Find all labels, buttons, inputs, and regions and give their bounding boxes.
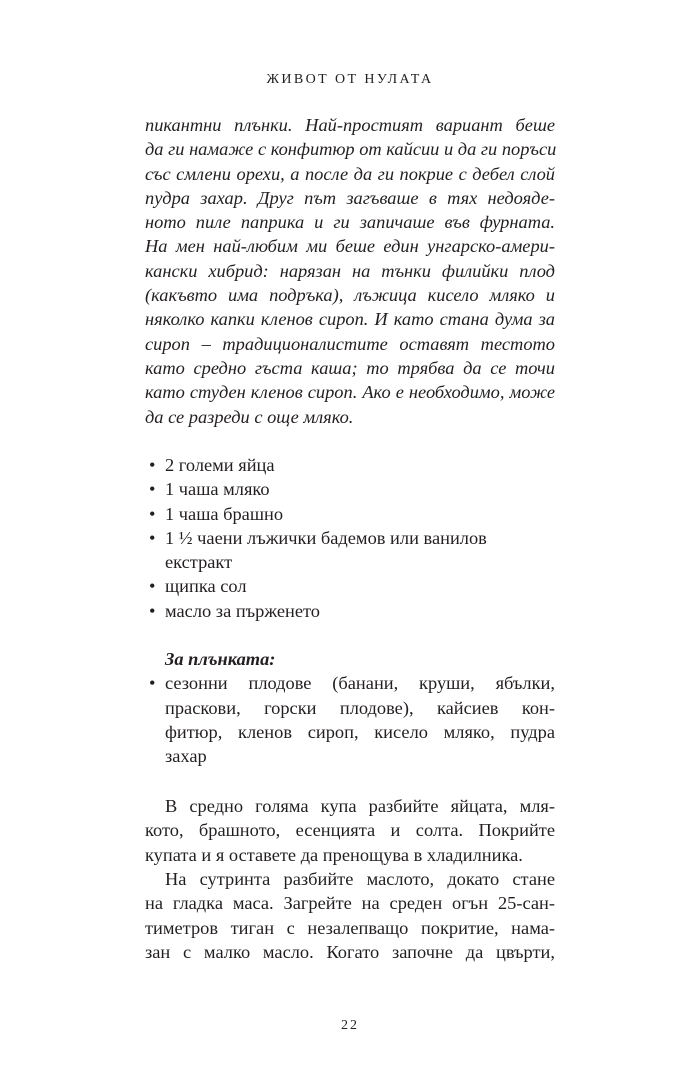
bullet-icon: • xyxy=(149,527,156,548)
text-line: сироп – традиционалистите оставят тестото xyxy=(145,333,555,354)
running-head: ЖИВОТ ОТ НУЛАТА xyxy=(266,72,434,87)
list-item: • щипка сол xyxy=(145,574,555,598)
list-item-continuation: захар xyxy=(165,746,207,767)
text-line: като студен кленов сироп. Ако е необходимо, може xyxy=(145,382,555,403)
intro-paragraph xyxy=(145,113,555,429)
bullet-icon: • xyxy=(149,600,156,621)
bullet-icon: • xyxy=(149,673,156,694)
text-line: тиметров тиган с незалепващо покритие, нама- xyxy=(145,917,555,938)
text-line: кански хибрид: нарязан на тънки филийки плод xyxy=(145,260,555,281)
text-line: купата и я оставете да пренощува в хладилника. xyxy=(145,844,523,865)
step-one-paragraph xyxy=(145,794,555,867)
bullet-icon: • xyxy=(149,576,156,597)
text-line: няколко капки кленов сироп. И като стана дума за xyxy=(145,309,555,330)
text-line: В средно голяма купа разбийте яйцата, мля- xyxy=(165,796,555,816)
text-line: На сутринта разбийте маслото, докато стане xyxy=(165,869,555,889)
bullet-icon: • xyxy=(149,503,156,524)
list-item-continuation: екстракт xyxy=(165,552,233,573)
text-line: кото, брашното, есенцията и солта. Покрийте xyxy=(145,820,555,841)
text-line: (какъвто има подръка), лъжица кисело мляко и xyxy=(145,285,555,306)
ingredients-list xyxy=(145,453,555,623)
text-line: пудра захар. Друг път загъваше в тях недояде- xyxy=(145,187,555,208)
text-line: пикантни плънки. Най-простият вариант беше xyxy=(145,115,555,135)
list-item-continuation: фитюр, кленов сироп, кисело мляко, пудра xyxy=(165,721,555,742)
list-item: • сезонни плодове (банани, круши, ябълки, xyxy=(145,671,555,695)
page-number: 22 xyxy=(341,1018,359,1033)
text-line: със смлени орехи, а после да ги покрие с дебел слой xyxy=(145,163,555,184)
list-item: • 2 големи яйца xyxy=(145,453,555,477)
text-line: да ги намаже с конфитюр от кайсии и да ги поръси xyxy=(145,139,557,160)
filling-section xyxy=(145,647,555,768)
step-two-paragraph xyxy=(145,867,555,964)
list-item: • 1 чаша брашно xyxy=(145,502,555,526)
text-line: на гладка маса. Загрейте на среден огън 25-сан- xyxy=(145,893,555,914)
text-line: ното пиле паприка и ги запичаше във фурната. xyxy=(145,212,555,233)
bullet-icon: • xyxy=(149,455,156,475)
text-line: да се разреди с още мляко. xyxy=(145,406,354,427)
text-line: зан с малко масло. Когато започне да цвърти, xyxy=(145,941,555,962)
text-line: На мен най-любим ми беше един унгарско-амери- xyxy=(145,236,555,257)
list-item: • 1 чаша мляко xyxy=(145,477,555,501)
text-line: като средно гъста каша; то трябва да се точи xyxy=(145,357,555,378)
list-item: • масло за пърженето xyxy=(145,599,555,623)
list-item: • 1 ½ чаени лъжички бадемов или ванилов xyxy=(145,526,555,550)
filling-heading: За плънката: xyxy=(165,649,276,669)
bullet-icon: • xyxy=(149,479,156,500)
list-item-continuation: праскови, горски плодове), кайсиев кон- xyxy=(165,697,555,718)
